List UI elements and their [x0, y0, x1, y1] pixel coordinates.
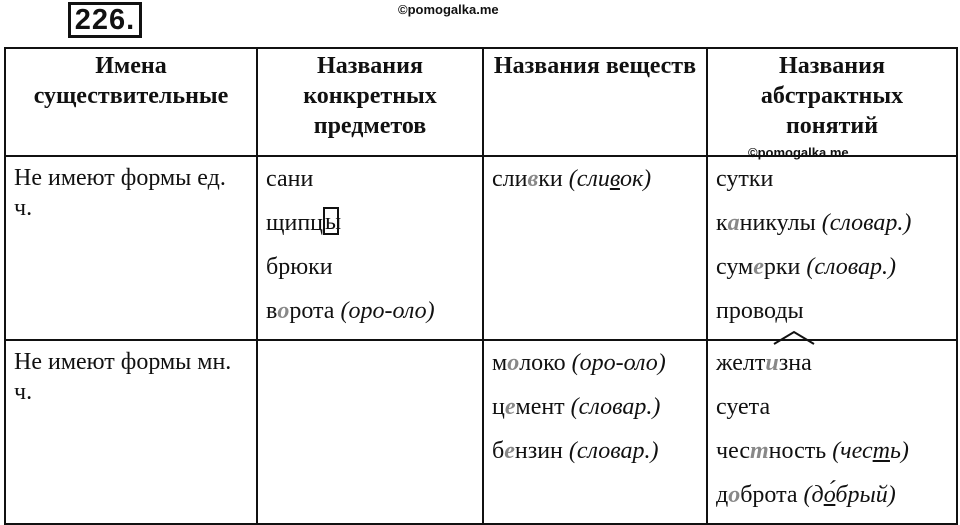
- word-part: зна: [778, 350, 812, 376]
- abstract-cell: [707, 156, 957, 340]
- row-label: [5, 340, 257, 524]
- boxed-ending: ы: [325, 209, 342, 236]
- word-part: рота: [289, 298, 341, 324]
- word-part: о́: [823, 482, 836, 508]
- row-label-text: Не имеют формы мн. ч.: [14, 349, 232, 405]
- watermark: ©pomogalka.me: [398, 2, 499, 17]
- word-entry: [716, 435, 948, 479]
- header-concrete: Названия конкретных предметов: [257, 48, 483, 156]
- word-part: ок): [619, 166, 652, 192]
- highlighted-letter: о: [277, 298, 290, 324]
- word-part: ц: [492, 394, 505, 420]
- word-part: в: [266, 298, 278, 324]
- word-entry: [716, 391, 948, 435]
- word-part: м: [492, 350, 508, 376]
- concrete-cell: [257, 340, 483, 524]
- highlighted-letter: е: [504, 394, 516, 420]
- word-part: т: [872, 438, 890, 464]
- word-part: нзин: [514, 438, 569, 464]
- word-part: рки: [763, 254, 807, 280]
- highlighted-letter: е: [504, 438, 515, 464]
- table-row: [5, 156, 957, 340]
- word-part: локо: [519, 350, 572, 376]
- word-part: (словар.): [570, 394, 661, 420]
- highlighted-letter: е: [753, 254, 764, 280]
- abstract-cell: [707, 340, 957, 524]
- word-part: (оро-оло): [571, 350, 666, 376]
- highlighted-letter: о: [728, 482, 741, 508]
- header-abstract: Названия абстрактных понятий: [707, 48, 957, 156]
- word-part: никулы: [739, 210, 822, 236]
- highlighted-letter: в: [527, 166, 539, 192]
- word-part: в: [609, 166, 620, 192]
- substances-cell: [483, 156, 707, 340]
- highlighted-letter: о: [507, 350, 520, 376]
- header-row: [5, 48, 957, 156]
- word-entry: [716, 207, 948, 251]
- word-entry: [492, 435, 698, 479]
- row-label: [5, 156, 257, 340]
- word-part: б: [492, 438, 505, 464]
- word-part: сутки: [716, 166, 774, 192]
- highlighted-letter: т: [749, 438, 769, 464]
- word-entry: [716, 295, 948, 339]
- header-nouns: Имена существительные: [5, 48, 257, 156]
- word-part: суета: [716, 394, 771, 420]
- word-part: д: [716, 482, 729, 508]
- word-part: брота: [740, 482, 804, 508]
- word-part: проводы: [716, 298, 804, 324]
- word-part: чес: [716, 438, 750, 464]
- root-arc-mark: [772, 330, 816, 346]
- exercise-number: 226.: [68, 2, 142, 38]
- word-part: брюки: [266, 254, 333, 280]
- word-entry: [266, 295, 474, 339]
- word-entry: [716, 479, 948, 523]
- word-entry: [266, 163, 474, 207]
- substances-cell: [483, 340, 707, 524]
- word-entry: [266, 251, 474, 295]
- watermark: ©pomogalka.me: [748, 145, 849, 160]
- word-part: желт: [716, 350, 766, 376]
- word-entry: [716, 163, 948, 207]
- word-part: (словар.): [821, 210, 912, 236]
- word-entry: [716, 251, 948, 295]
- word-part: сани: [266, 166, 314, 192]
- concrete-cell: [257, 156, 483, 340]
- word-part: брый): [835, 482, 896, 508]
- header-substances: Названия веществ: [483, 48, 707, 156]
- word-part: к: [716, 210, 728, 236]
- row-label-text: Не имеют формы ед. ч.: [14, 165, 226, 221]
- word-entry: [492, 391, 698, 435]
- word-part: ность: [768, 438, 833, 464]
- word-part: (словар.): [806, 254, 897, 280]
- word-part: (словар.): [568, 438, 659, 464]
- noun-table: [4, 47, 958, 525]
- word-entry: [492, 347, 698, 391]
- word-part: щипц: [266, 210, 324, 236]
- word-part: ки: [538, 166, 569, 192]
- word-entry: [266, 207, 474, 251]
- word-entry: [716, 347, 948, 391]
- table-row: [5, 340, 957, 524]
- word-part: мент: [515, 394, 571, 420]
- highlighted-letter: а: [727, 210, 740, 236]
- word-part: сум: [716, 254, 754, 280]
- word-part: (оро-оло): [340, 298, 435, 324]
- word-part: (д: [803, 482, 824, 508]
- word-part: (сли: [568, 166, 610, 192]
- highlighted-letter: и: [765, 350, 779, 376]
- word-part: (чес: [832, 438, 873, 464]
- word-part: сли: [492, 166, 528, 192]
- word-part: ь): [889, 438, 909, 464]
- word-entry: [492, 163, 698, 207]
